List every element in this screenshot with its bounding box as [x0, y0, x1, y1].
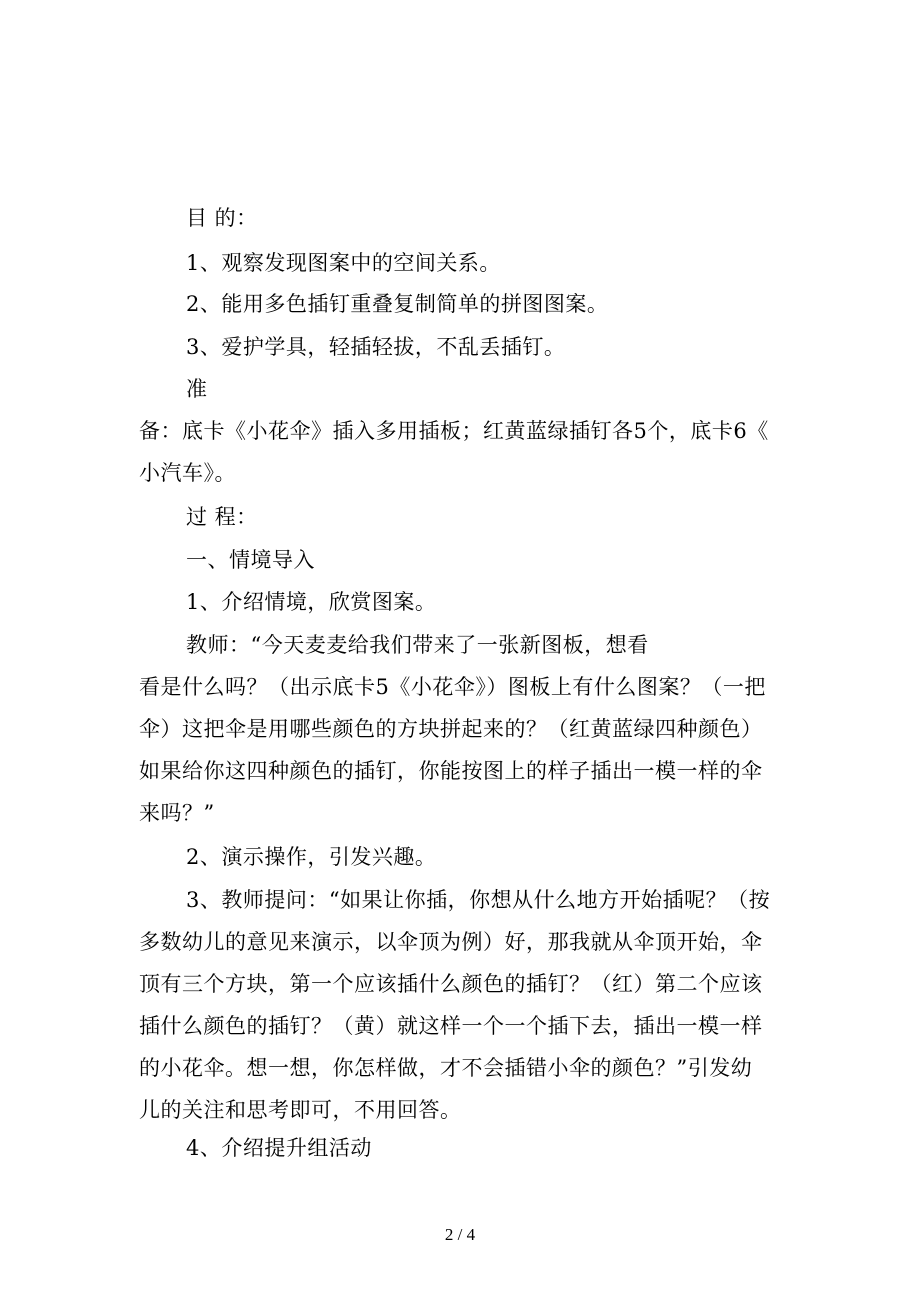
- heading-preparation-start: 准: [186, 377, 208, 401]
- objective-1: 1、观察发现图案中的空间关系。: [186, 251, 501, 275]
- paragraph-teacher-line-5: 来吗？”: [139, 801, 215, 825]
- heading-objectives: 目 的：: [186, 206, 258, 230]
- preparation-line-2: 小汽车》。: [139, 461, 236, 485]
- step-3-line-2: 多数幼儿的意见来演示，以伞顶为例）好，那我就从伞顶开始，伞: [139, 930, 763, 954]
- step-3-line-1: 3、教师提问：“如果让你插，你想从什么地方开始插呢？（按: [186, 888, 771, 912]
- step-3-line-5: 的小花伞。想一想，你怎样做，才不会插错小伞的颜色？”引发幼: [139, 1056, 753, 1080]
- step-3-line-6: 儿的关注和思考即可，不用回答。: [139, 1098, 462, 1122]
- paragraph-teacher-line-3: 伞）这把伞是用哪些颜色的方块拼起来的？（红黄蓝绿四种颜色）: [139, 717, 763, 741]
- paragraph-teacher-line-2: 看是什么吗？（出示底卡5《小花伞》）图板上有什么图案？（一把: [139, 675, 766, 699]
- step-1: 1、介绍情境，欣赏图案。: [186, 590, 437, 614]
- section-1-title: 一、情境导入: [186, 548, 315, 572]
- step-4: 4、介绍提升组活动: [186, 1136, 372, 1160]
- preparation-line-1: 备：底卡《小花伞》插入多用插板；红黄蓝绿插钉各5个，底卡6《: [139, 419, 769, 443]
- step-3-line-4: 插什么颜色的插钉？（黄）就这样一个一个插下去，插出一模一样: [139, 1014, 763, 1038]
- step-2: 2、演示操作，引发兴趣。: [186, 845, 437, 869]
- step-3-line-3: 顶有三个方块，第一个应该插什么颜色的插钉？（红）第二个应该: [139, 972, 763, 996]
- paragraph-teacher-line-4: 如果给你这四种颜色的插钉，你能按图上的样子插出一模一样的伞: [139, 759, 763, 783]
- paragraph-teacher-line-1: 教师：“今天麦麦给我们带来了一张新图板，想看: [186, 633, 649, 657]
- heading-process: 过 程：: [186, 505, 258, 529]
- objective-3: 3、爱护学具，轻插轻拔，不乱丢插钉。: [186, 335, 566, 359]
- page-number: 2 / 4: [444, 1225, 476, 1244]
- objective-2: 2、能用多色插钉重叠复制简单的拼图图案。: [186, 292, 609, 316]
